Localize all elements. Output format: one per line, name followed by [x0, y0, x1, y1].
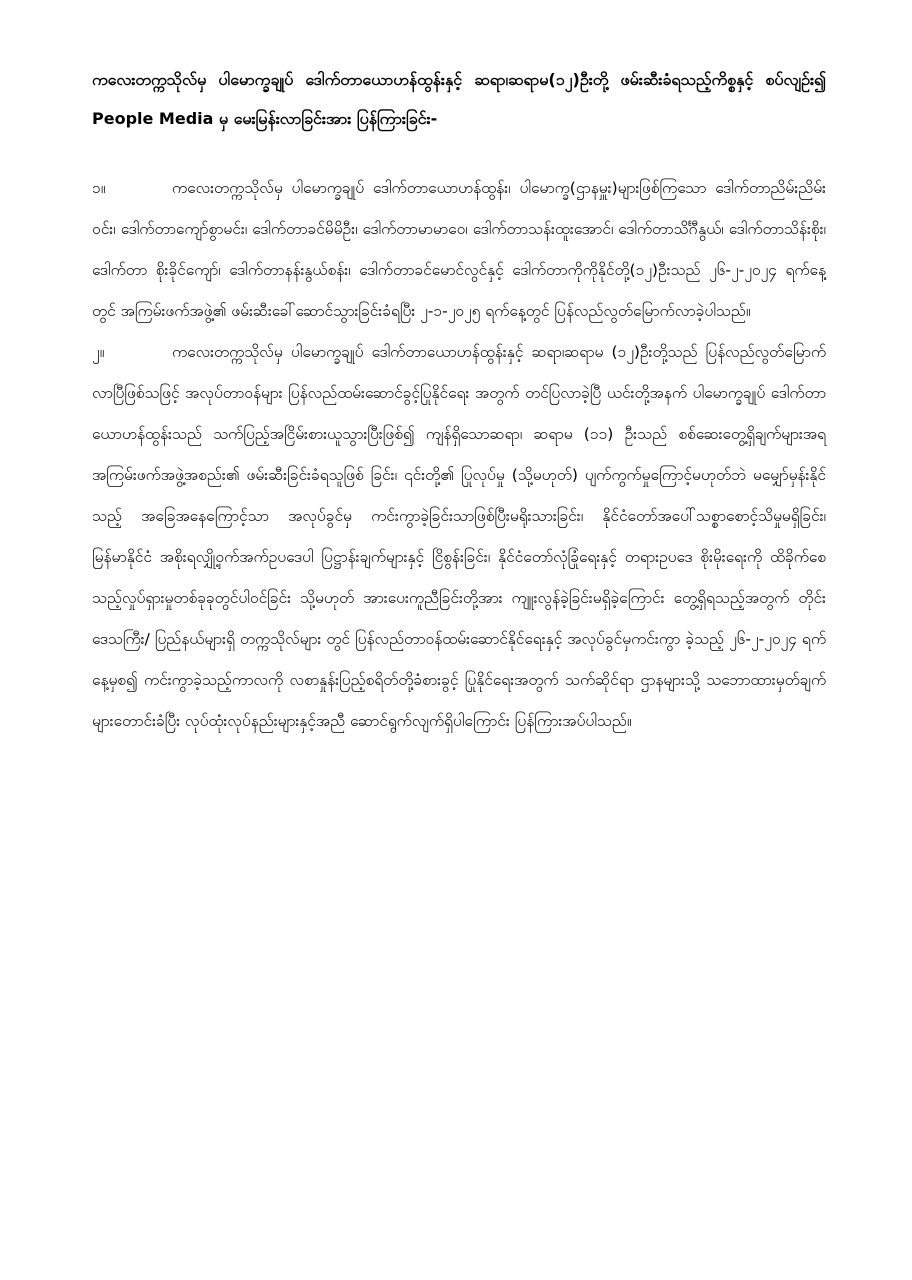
paragraph-1-number: ၁။	[92, 179, 106, 197]
paragraph-1-text: ကလေးတက္ကသိုလ်မှ ပါမောက္ခချုပ် ဒေါက်တာယောဟန်ထွန်း၊ ပါမောက္ခ(ဌာနမှူး)များဖြစ်ကြသော ဒေါက်တာညိမ်းညိမ်းဝင်း၊ ဒေါက်တာကျော်စွာမင်း၊ ဒေါက်တာခင်မိမိဦး၊ ဒေါက်တာမာမာဝေ၊ ဒေါက်တာသန်းထူးအောင်၊ ဒေါက်တာသိင်္ဂီနွယ်၊ ဒေါက်တာသိန်းစိုး၊ ဒေါက်တာ စိုးခိုင်ကျော်၊ ဒေါက်တာနန်းနွယ်စန်း၊ ဒေါက်တာခင်မောင်လွင်နှင့် ဒေါက်တာကိုကိုနိုင်တို့(၁၂)ဦးသည် ၂၆-၂-၂၀၂၄ ရက်နေ့တွင် အကြမ်းဖက်အဖွဲ့၏ ဖမ်းဆီးခေါ်ဆောင်သွားခြင်းခံရပြီး ၂-၁-၂၀၂၅ ရက်နေ့တွင် ပြန်လည်လွတ်မြောက်လာခဲ့ပါသည်။	[92, 179, 826, 320]
paragraph-2	[92, 332, 826, 742]
document-heading: ကလေးတက္ကသိုလ်မှ ပါမောက္ခချုပ် ဒေါက်တာယောဟန်ထွန်းနှင့် ဆရာ၊ဆရာမ(၁၂)ဦးတို့ ဖမ်းဆီးခံရသည့်ကိစ္စနှင့် စပ်လျဉ်း၍ People Media မှ မေးမြန်းလာခြင်းအား ပြန်ကြားခြင်း-	[92, 70, 826, 128]
paragraph-2-number: ၂။	[92, 343, 105, 361]
paragraph-2-text: ကလေးတက္ကသိုလ်မှ ပါမောက္ခချုပ် ဒေါက်တာယောဟန်ထွန်းနှင့် ဆရာ၊ဆရာမ (၁၂)ဦးတို့သည် ပြန်လည်လွတ်မြောက်လာပြီဖြစ်သဖြင့် အလုပ်တာဝန်များ ပြန်လည်ထမ်းဆောင်ခွင့်ပြုနိုင်ရေး အတွက် တင်ပြလာခဲ့ပြီ ယင်းတို့အနက် ပါမောက္ခချုပ် ဒေါက်တာယောဟန်ထွန်းသည် သက်ပြည့်အငြိမ်းစားယူသွားပြီးဖြစ်၍ ကျန်ရှိသောဆရာ၊ ဆရာမ (၁၁) ဦးသည် စစ်ဆေးတွေ့ရှိချက်များအရ အကြမ်းဖက်အဖွဲ့အစည်း၏ ဖမ်းဆီးခြင်းခံရသူဖြစ် ခြင်း၊ ၎င်းတို့၏ ပြုလုပ်မှု (သို့မဟုတ်) ပျက်ကွက်မှုကြောင့်မဟုတ်ဘဲ မမျှော်မှန်းနိုင်သည့် အခြေအနေကြောင့်သာ အလုပ်ခွင်မှ ကင်းကွာခဲ့ခြင်းသာဖြစ်ပြီးမရိုးသားခြင်း၊ နိုင်ငံတော်အပေါ်သစ္စာစောင့်သိမှုမရှိခြင်း၊ မြန်မာနိုင်ငံ အစိုးရလျှို့ဝှက်အက်ဥပဒေပါ ပြဋ္ဌာန်းချက်များနှင့် ငြိစွန်းခြင်း၊ နိုင်ငံတော်လုံခြုံရေးနှင့် တရားဥပဒေ စိုးမိုးရေးကို ထိခိုက်စေသည့်လှုပ်ရှားမှုတစ်ခုခုတွင်ပါဝင်ခြင်း သို့မဟုတ် အားပေးကူညီခြင်းတို့အား ကျူးလွန်ခဲ့ခြင်းမရှိခဲ့ကြောင်း တွေ့ရှိရသည့်အတွက် တိုင်းဒေသကြီး/ ပြည်နယ်များရှိ တက္ကသိုလ်များ တွင် ပြန်လည်တာဝန်ထမ်းဆောင်နိုင်ရေးနှင့် အလုပ်ခွင်မှကင်းကွာ ခဲ့သည့် ၂၆-၂-၂၀၂၄ ရက်နေ့မှစ၍ ကင်းကွာခဲ့သည့်ကာလကို လစာနှုန်းပြည့်စရိတ်တို့ခံစားခွင့် ပြုနိုင်ရေးအတွက် သက်ဆိုင်ရာ ဌာနများသို့ သဘောထားမှတ်ချက်များတောင်းခံပြီး လုပ်ထုံးလုပ်နည်းများနှင့်အညီ ဆောင်ရွက်လျက်ရှိပါကြောင်း ပြန်ကြားအပ်ပါသည်။	[92, 343, 826, 730]
paragraph-1	[92, 168, 826, 332]
